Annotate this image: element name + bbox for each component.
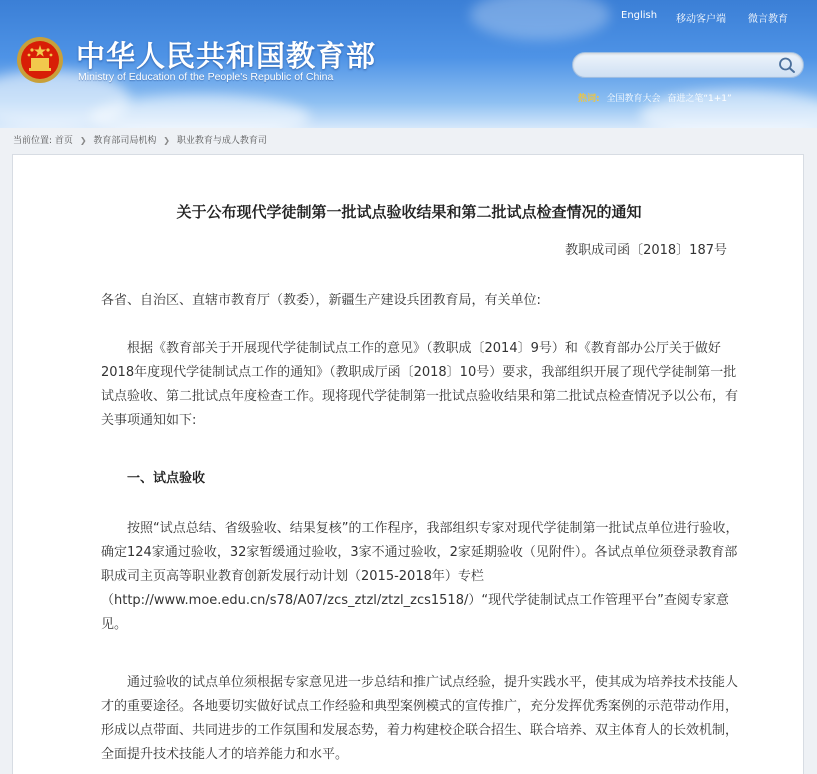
article-title: 关于公布现代学徒制第一批试点验收结果和第二批试点检查情况的通知 [176, 203, 642, 221]
breadcrumb [13, 133, 267, 146]
breadcrumb-label: 当前位置: [13, 136, 53, 146]
article-paragraph: 按照“试点总结、省级验收、结果复核”的工作程序，我部组织专家对现代学徒制第一批试点单位进行验收，确定124家通过验收，32家暂缓通过验收，3家不通过验收，2家延期验收（见附件）。各试点单位须登录教育部职成司主页高等职业教育创新发展行动计划（2015-2018年）专栏（http://www.moe.edu.cn/s78/A07/zcs_ztzl/ztzl_zcs1518/）“现代学徒制试点工作管理平台”查阅专家意见。 [101, 521, 739, 632]
article-panel [12, 154, 804, 774]
hot-words [578, 91, 732, 104]
chevron-right-icon: ❯ [163, 136, 170, 145]
site-title[interactable]: 中华人民共和国教育部 [76, 39, 377, 73]
hot-word-link[interactable]: 全国教育大会 [606, 94, 661, 104]
article-paragraph: 根据《教育部关于开展现代学徒制试点工作的意见》（教职成〔2014〕9号）和《教育部办公厅关于做好2018年度现代学徒制试点工作的通知》（教职成厅函〔2018〕10号）要求，我部组织开展了现代学徒制第一批试点验收、第二批试点年度检查工作。现将现代学徒制第一批试点验收结果和第二批试点检查情况予以公布，有关事项通知如下: [101, 341, 739, 428]
article-paragraph: 通过验收的试点单位须根据专家意见进一步总结和推广试点经验，提升实践水平，使其成为培养技术技能人才的重要途径。各地要切实做好试点工作经验和典型案例模式的宣传推广，充分发挥优秀案例的示范带动作用，形成以点带面、共同进步的工作氛围和发展态势，着力构建校企联合招生、联合培养、双主体育人的长效机制，全面提升技术技能人才的培养能力和水平。 [101, 675, 739, 762]
article-addressee: 各省、自治区、直辖市教育厅（教委），新疆生产建设兵团教育局，有关单位: [101, 293, 541, 308]
chevron-right-icon: ❯ [79, 136, 87, 145]
section-heading: 一、试点验收 [127, 471, 206, 486]
header-cloud-decoration [470, 0, 610, 40]
national-emblem-icon[interactable] [16, 36, 64, 84]
breadcrumb-item-vocational-education[interactable]: 职业教育与成人教育司 [176, 136, 267, 146]
hot-word-link[interactable]: 奋进之笔“1+1” [667, 94, 732, 104]
breadcrumb-item-departments[interactable]: 教育部司局机构 [93, 136, 157, 146]
weibo-link[interactable]: 微言教育 [748, 14, 788, 25]
site-subtitle: Ministry of Education of the People's Republic of China [78, 71, 334, 83]
english-link[interactable]: English [621, 10, 658, 21]
breadcrumb-item-home[interactable]: 首页 [54, 136, 73, 146]
site-header [0, 0, 817, 128]
mobile-client-link[interactable]: 移动客户端 [676, 14, 726, 25]
document-number: 教职成司函〔2018〕187号 [565, 243, 727, 258]
search-box [572, 52, 804, 78]
search-icon[interactable] [777, 56, 797, 74]
search-input[interactable] [585, 56, 770, 74]
hot-words-label: 热词: [578, 94, 600, 104]
